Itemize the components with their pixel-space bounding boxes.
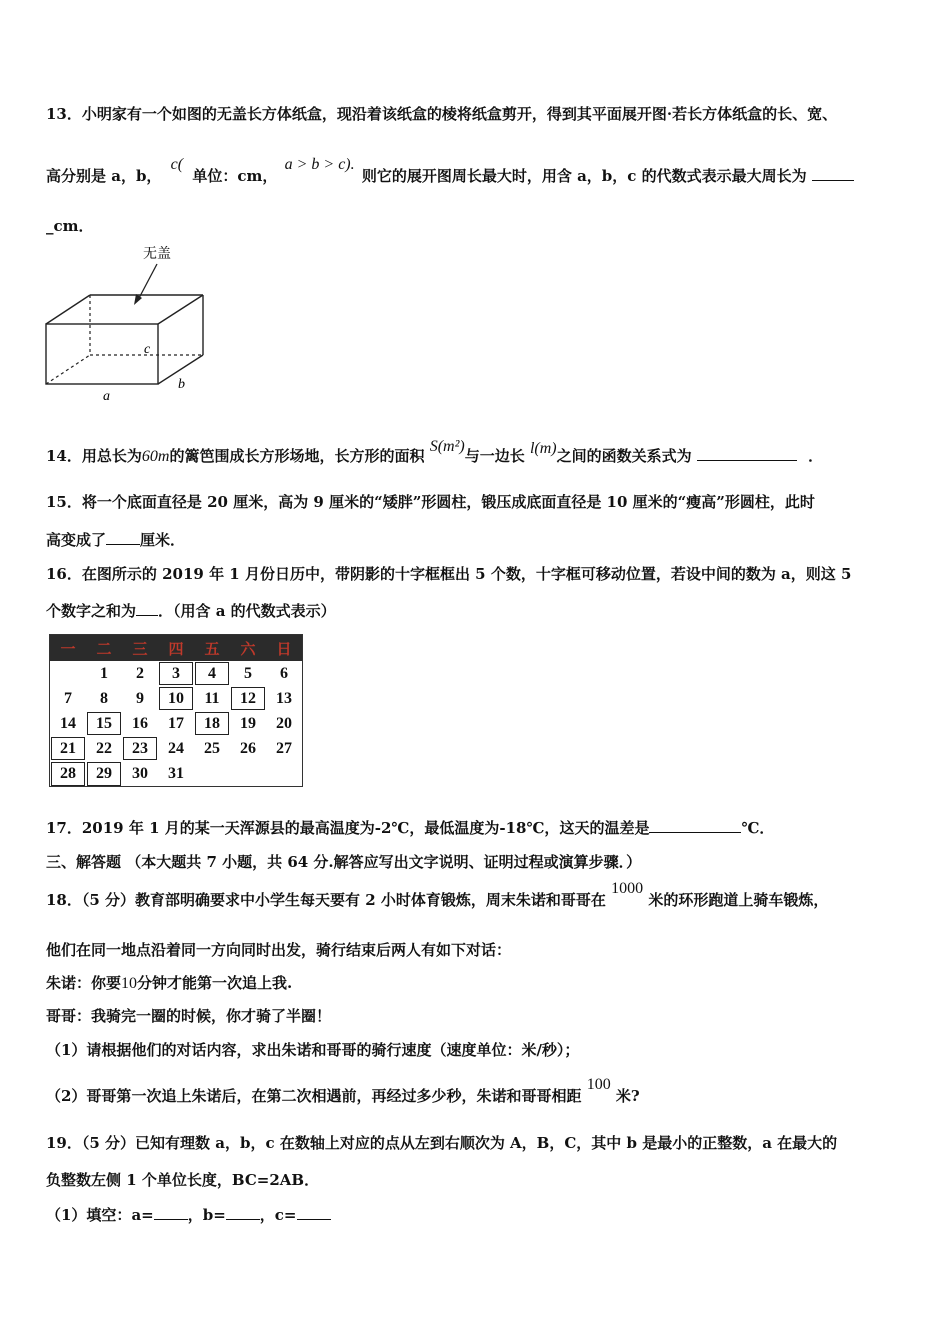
calendar-day: 18 [194, 711, 230, 736]
box-label-no-lid: 无盖 [143, 246, 171, 262]
weekday-sun: 日 [266, 635, 303, 662]
calendar-day: 11 [204, 689, 220, 707]
calendar-day [50, 661, 87, 686]
calendar-day [194, 761, 230, 787]
q19-line1: 19．（5 分）已知有理数 a，b，c 在数轴上对应的点从左到右顺次为 A，B，C，其中 b 是最小的正整数，a 在最大的 [46, 1134, 838, 1152]
calendar-week [50, 711, 303, 736]
q19-part1-a: （1）填空：a= [46, 1206, 154, 1224]
calendar-table [49, 634, 303, 787]
weekday-mon: 一 [50, 635, 87, 662]
q15-line2 [46, 530, 185, 550]
calendar-day: 8 [100, 689, 108, 707]
calendar-day: 24 [168, 739, 184, 757]
weekday-wed: 三 [122, 635, 158, 662]
q15-answer-blank[interactable] [106, 530, 140, 545]
calendar-day: 17 [168, 714, 184, 732]
calendar-header-row [50, 635, 303, 662]
calendar-day: 14 [60, 714, 76, 732]
box-label-b: b [178, 377, 185, 392]
q14-end: ． [808, 447, 824, 465]
q18-part2-a: （2）哥哥第一次追上朱诺后，在第二次相遇前，再经过多少秒，朱诺和哥哥相距 [46, 1087, 582, 1105]
calendar-week [50, 761, 303, 787]
calendar-week [50, 661, 303, 686]
calendar-day: 5 [244, 664, 252, 682]
weekday-thu: 四 [158, 635, 194, 662]
calendar-day: 31 [168, 764, 184, 782]
section3-heading: 三、解答题 （本大题共 7 小题，共 64 分.解答应写出文字说明、证明过程或演算步骤．） [46, 853, 642, 871]
calendar-week [50, 736, 303, 761]
q18-line1-b: 米的环形跑道上骑车锻炼， [648, 891, 829, 909]
weekday-tue: 二 [86, 635, 122, 662]
q14-text-a: 14．用总长为 [46, 447, 142, 465]
calendar-day: 12 [230, 686, 266, 711]
q17-line [46, 818, 774, 838]
q19-line2: 负整数左侧 1 个单位长度，BC=2AB． [46, 1171, 320, 1189]
box-label-a: a [103, 389, 110, 404]
q17-answer-blank[interactable] [649, 818, 741, 833]
q18-line2: 他们在同一地点沿着同一方向同时出发，骑行结束后两人有如下对话： [46, 941, 512, 959]
q18-line1 [46, 880, 829, 911]
q14-area-symbol: S(m²) [429, 438, 465, 455]
q14-length: 60m [141, 448, 170, 465]
q14-text-d: 之间的函数关系式为 [556, 447, 692, 465]
q18-part2-b: 米? [615, 1087, 640, 1105]
q19-blank-a[interactable] [154, 1205, 188, 1220]
q14-answer-blank[interactable] [697, 446, 797, 461]
weekday-fri: 五 [194, 635, 230, 662]
q13-condition: a > b > c). [284, 156, 355, 173]
q16-line2 [46, 601, 336, 621]
q18-line1-a: 18．（5 分）教育部明确要求中小学生每天要有 2 小时体育锻炼，周末朱诺和哥哥在 [46, 891, 606, 909]
q16-line2-b: ．（用含 a 的代数式表示） [158, 602, 336, 620]
q18-distance: 1000 [611, 880, 644, 897]
q15-line1: 15．将一个底面直径是 20 厘米，高为 9 厘米的“矮胖”形圆柱，锻压成底面直径是 10 厘米的“瘦高”形圆柱，此时 [46, 493, 815, 511]
calendar-day: 9 [136, 689, 144, 707]
calendar-day: 16 [132, 714, 148, 732]
q18-line4: 哥哥：我骑完一圈的时候，你才骑了半圈！ [46, 1007, 332, 1025]
calendar-day: 6 [280, 664, 288, 682]
calendar-day: 21 [50, 736, 87, 761]
q13-line2 [46, 156, 854, 187]
q16-line2-a: 个数字之和为 [46, 602, 137, 620]
calendar-day: 4 [194, 661, 230, 686]
q18-ten: 10 [121, 975, 138, 992]
q13-line1: 13．小明家有一个如图的无盖长方体纸盒，现沿着该纸盒的棱将纸盒剪开，得到其平面展开图·若长方体纸盒的长、宽、 [46, 105, 838, 123]
q19-part1 [46, 1205, 331, 1225]
q16-answer-blank[interactable] [136, 601, 158, 616]
q19-part1-b: ，b= [187, 1206, 226, 1224]
calendar-day: 1 [100, 664, 108, 682]
q19-part1-c: ，c= [259, 1206, 297, 1224]
calendar-day: 27 [276, 739, 292, 757]
box-label-c: c [144, 342, 151, 357]
calendar-day: 19 [240, 714, 256, 732]
calendar-day: 30 [132, 764, 148, 782]
open-box-figure [40, 238, 220, 408]
q13-line2-a: 高分别是 a，b， [46, 167, 162, 185]
q18-part1: （1）请根据他们的对话内容，求出朱诺和哥哥的骑行速度（速度单位：米/秒）； [46, 1041, 580, 1059]
q13-c-paren: c( [170, 156, 184, 173]
q16-line1: 16．在图所示的 2019 年 1 月份日历中，带阴影的十字框框出 5 个数，十字框可移动位置，若设中间的数为 a，则这 5 [46, 565, 852, 583]
calendar-day: 10 [158, 686, 194, 711]
calendar-day: 15 [86, 711, 122, 736]
q14-text-c: 与一边长 [464, 447, 525, 465]
q14-line [46, 438, 824, 467]
q13-line2-b: 单位：cm， [192, 167, 278, 185]
q18-hundred: 100 [586, 1076, 611, 1093]
weekday-sat: 六 [230, 635, 266, 662]
q15-line2-a: 高变成了 [46, 531, 107, 549]
q14-text-b: 的篱笆围成长方形场地，长方形的面积 [169, 447, 425, 465]
q18-line3-b: 分钟才能第一次追上我. [137, 974, 293, 992]
calendar-day: 25 [204, 739, 220, 757]
q13-answer-blank[interactable] [812, 166, 854, 181]
q19-blank-b[interactable] [226, 1205, 260, 1220]
calendar-day: 28 [50, 761, 87, 787]
calendar-day: 2 [136, 664, 144, 682]
q13-line3: _cm． [46, 217, 94, 235]
calendar-day: 23 [122, 736, 158, 761]
q18-line3-a: 朱诺：你要 [46, 974, 122, 992]
calendar-day [266, 761, 303, 787]
calendar-day: 20 [276, 714, 292, 732]
calendar-week [50, 686, 303, 711]
q17-text-a: 17．2019 年 1 月的某一天浑源县的最高温度为-2℃，最低温度为-18℃，这天的温差是 [46, 819, 650, 837]
calendar-day: 7 [64, 689, 72, 707]
q18-part2 [46, 1076, 640, 1107]
calendar-day: 3 [158, 661, 194, 686]
calendar-day: 22 [96, 739, 112, 757]
calendar-day [230, 761, 266, 787]
calendar-day: 13 [276, 689, 292, 707]
calendar-day: 29 [86, 761, 122, 787]
q15-line2-b: 厘米． [140, 531, 186, 549]
q17-text-b: ℃． [741, 819, 775, 837]
q14-side-symbol: l(m) [529, 440, 557, 457]
calendar-day: 26 [240, 739, 256, 757]
q13-line2-c: 则它的展开图周长最大时，用含 a，b，c 的代数式表示最大周长为 [361, 167, 807, 185]
q19-blank-c[interactable] [297, 1205, 331, 1220]
q18-line3 [46, 973, 292, 994]
